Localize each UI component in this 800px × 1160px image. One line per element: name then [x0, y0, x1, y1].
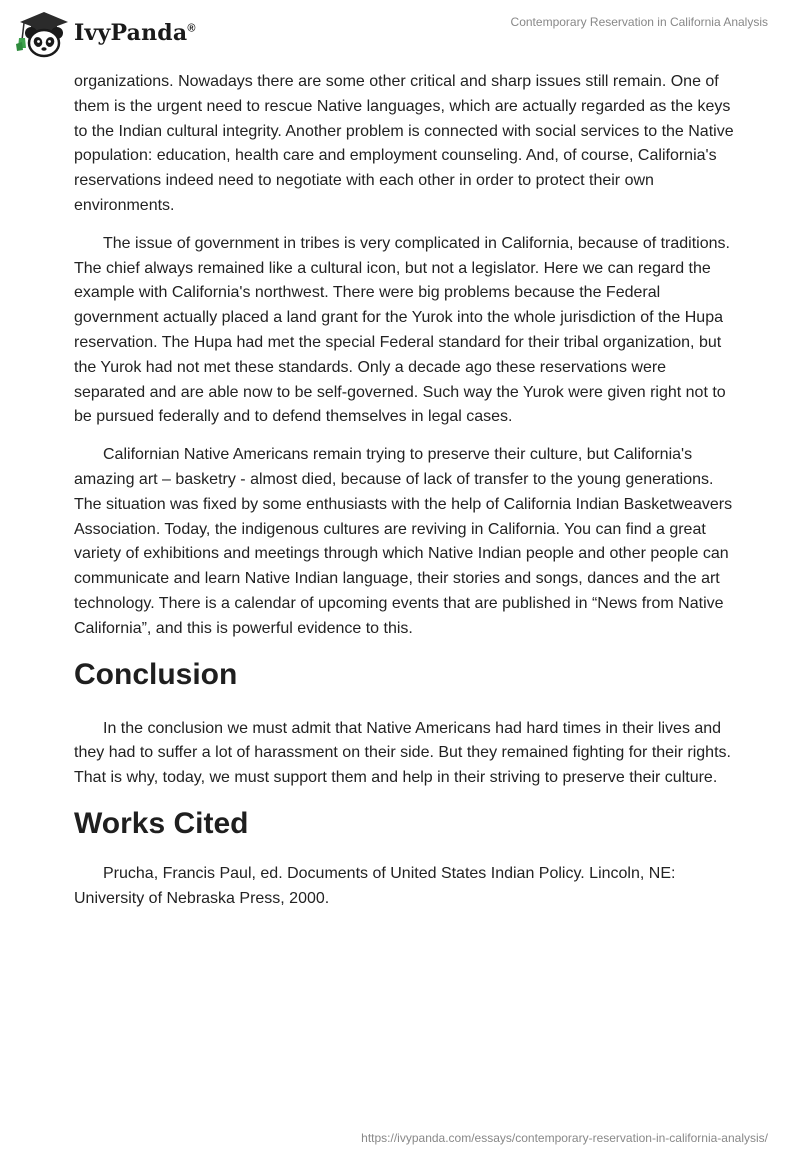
ivypanda-logo[interactable]	[14, 8, 196, 58]
essay-content	[74, 70, 734, 925]
citation-entry: Prucha, Francis Paul, ed. Documents of United States Indian Policy. Lincoln, NE: University of Nebraska Press, 2000.	[74, 864, 676, 907]
panda-graduate-icon	[14, 8, 70, 58]
brand-name: IvyPanda®	[74, 20, 196, 46]
source-url[interactable]: https://ivypanda.com/essays/contemporary-reservation-in-california-analysis/	[361, 1131, 768, 1145]
body-paragraph: The issue of government in tribes is very complicated in California, because of traditions. The chief always remained like a cultural icon, but not a legislator. Here we can regard the example with California's northwest. There were big problems because the Federal government actually placed a land grant for the Yurok into the whole jurisdiction of the Hupa reservation. The Hupa had met the special Federal standard for their tribal organization, but the Yurok had not met these standards. Only a decade ago these reservations were separated and are able now to be self-governed. Such way the Yurok were given right not to be pursued federally and to defend themselves in legal cases.	[74, 234, 730, 426]
page-header	[0, 0, 800, 64]
registered-mark: ®	[187, 22, 196, 35]
panda-face	[29, 30, 59, 56]
running-title: Contemporary Reservation in California Analysis	[510, 15, 768, 29]
body-paragraph: Californian Native Americans remain trying to preserve their culture, but California's amazing art – basketry - almost died, because of lack of transfer to the young generations. The situation was fixed by some enthusiasts with the help of California Indian Basketweavers Association. Today, the indigenous cultures are reviving in California. You can find a great variety of exhibitions and meetings through which Native Indian people and other people can communicate and learn Native Indian language, their stories and songs, dances and the art technology. There is a calendar of upcoming events that are published in “News from Native California”, and this is powerful evidence to this.	[74, 446, 733, 637]
conclusion-heading: Conclusion	[74, 657, 238, 691]
works-cited-heading: Works Cited	[74, 806, 249, 840]
body-paragraph: organizations. Nowadays there are some other critical and sharp issues still remain. One of them is the urgent need to rescue Native languages, which are actually regarded as the keys to the Indian cultural integrity. Another problem is connected with social services to the Native population: education, health care and employment counseling. And, of course, California's reservations indeed need to negotiate with each other in order to protect their own environments.	[74, 73, 734, 214]
conclusion-paragraph: In the conclusion we must admit that Native Americans had hard times in their lives and they had to suffer a lot of harassment on their side. But they remained fighting for their rights. That is why, today, we must support them and help in their striving to preserve their culture.	[74, 719, 731, 787]
